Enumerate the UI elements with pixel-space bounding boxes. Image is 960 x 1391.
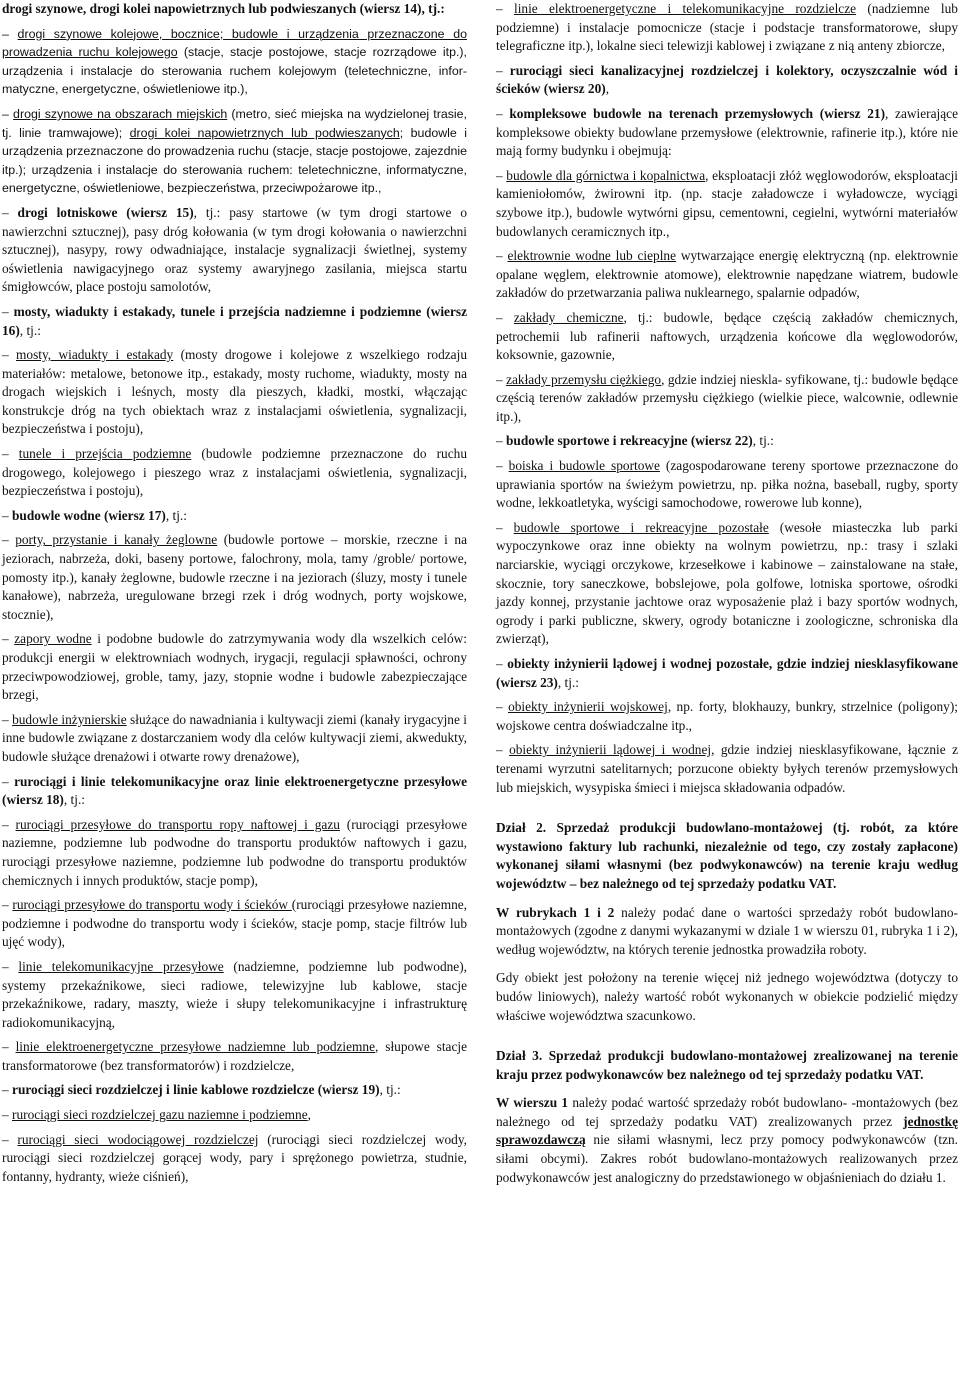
right-paragraph-r6 <box>496 309 958 365</box>
right-paragraph-r7 <box>496 371 958 427</box>
text-run: , gdzie indziej nieskla- syfikowane, tj.: budowle będące częścią terenów zakładów przemysłu ciężkiego (wielkie piece, walcownie, odlewnie itp.), <box>496 371 958 424</box>
text-run: i podobne budowle do zatrzymywania wody dla wszelkich celów: produkcji energii w elektrowniach wodnych, irygacji, regulacji spławności, ochrony przeciwpowodziowej, groble, tamy, jazy, stopnie wodne i budowle zabezpieczające brzegi, <box>2 631 467 703</box>
text-run: obiekty inżynierii wojskowej <box>508 699 668 715</box>
left-paragraph-l15 <box>2 958 467 1032</box>
left-paragraph-l7 <box>2 445 467 501</box>
text-run: (budowle portowe – morskie, rzeczne i na jeziorach, nabrzeża, doki, baseny portowe, falochrony, mola, tamy /groble/ portowe, pomosty itp.), kanały żeglowne, budowle rzeczne i na jeziorach (śluzy, mosty i tunele kanałowe), nabrzeża, uregulowane brzegi rzek i dróg wodnych, porty wojskowe, stocznie), <box>2 532 467 622</box>
text-run: rurociągi sieci wodociągowej rozdzielczej <box>17 1131 259 1147</box>
text-run: linie elektroenergetyczne przesyłowe nadziemne lub podziemne <box>15 1039 376 1055</box>
text-run: budowle inżynierskie <box>12 711 127 727</box>
text-run: , gdzie indziej niesklasyfikowane, łącznie z terenami wyrzutni satelitarnych; porzucone obiekty byłych terenów przemysłowych lub miejskich, wysypiska śmieci i miejsca składowania odpadów. <box>496 742 958 795</box>
text-run: – <box>2 816 16 832</box>
text-run: kompleksowe budowle na terenach przemysłowych (wiersz 21) <box>509 105 886 121</box>
text-run: (metro, sieć miejska na wydzielonej trasie, tj. linie tramwajowe); <box>2 106 467 140</box>
text-run: Gdy obiekt jest położony na terenie więcej niż jednego województwa (dotyczy to budów liniowych), należy wartość robót wykonanych w obiekcie podzielić między właściwe województwa szacunkowo. <box>496 970 958 1023</box>
text-run: Dział 3. Sprzedaż produkcji budowlano-montażowej zrealizowanej na terenie kraju przez podwykonawców bez należnego od tej sprzedaży podatku VAT. <box>496 1048 958 1082</box>
text-run: – <box>496 105 510 121</box>
right-paragraph-r8 <box>496 432 958 451</box>
text-run: – <box>496 62 510 78</box>
left-paragraph-l4 <box>2 204 467 297</box>
left-paragraph-l13 <box>2 816 467 890</box>
right-paragraph-r17 <box>496 1047 958 1084</box>
text-run: – <box>496 371 507 387</box>
text-run: boiska i budowle sportowe <box>508 458 660 474</box>
text-run: drogi szynowe, drogi kolei napowietrznych lub podwieszanych (wiersz 14), tj.: <box>2 1 445 16</box>
text-run: Dział 2. Sprzedaż produkcji budowlano-montażowej (tj. robót, za które wystawiono faktury lub rachunki, niezależnie od tego, czy zostały zapłacone) wykonanej siłami własnymi (bez podwykonawców) na terenie kraju według województw – bez należnego od tej sprzedaży podatku VAT. <box>496 820 958 891</box>
text-run: budowle sportowe i rekreacyjne pozostałe <box>513 519 769 535</box>
text-run: , <box>605 81 610 97</box>
text-run: – <box>2 958 19 974</box>
text-run: elektrownie wodne lub cieplne <box>507 248 677 264</box>
left-paragraph-l12 <box>2 773 467 810</box>
text-run: W wierszu 1 <box>496 1095 569 1111</box>
text-run: – <box>496 656 508 671</box>
left-paragraph-l17 <box>2 1081 467 1100</box>
text-run: drogi lotniskowe (wiersz 15) <box>17 204 194 220</box>
text-run: , tj.: budowle, będące częścią zakładów chemicznych, petrochemii lub rafinerii naftowych, urządzenia końcowe dla węglowodorów, koksownie, gazownie, <box>496 309 959 363</box>
text-run: porty, przystanie i kanały żeglowne <box>15 532 218 548</box>
right-paragraph-r11 <box>496 655 958 692</box>
text-run: – <box>2 1039 16 1055</box>
text-run: drogi kolei napowietrznych lub podwieszanych <box>129 125 400 140</box>
text-run: rurociągi przesyłowe do transportu ropy naftowej i gazu <box>15 816 340 832</box>
left-paragraph-l16 <box>2 1038 467 1075</box>
text-run: rurociągi i linie telekomunikacyjne oraz linie elektroenergetyczne przesyłowe (wiersz 18) <box>2 773 467 808</box>
right-paragraph-r10 <box>496 519 958 649</box>
text-run: nie siłami własnymi, lecz przy pomocy podwykonawców (tzn. siłami obcymi). Zakres robót budowlano-montażowych realizowanych przez podwykonawców jest analogiczny do przedstawionego w objaśnieniach do działu 1. <box>496 1132 958 1185</box>
text-run: , np. forty, blokhauzy, bunkry, strzelnice (poligony); wojskowe centra doświadczalne itp., <box>496 699 958 733</box>
text-run: , tj.: <box>379 1082 401 1098</box>
left-column <box>2 0 467 1186</box>
text-run: – <box>2 106 14 121</box>
text-run: linie telekomunikacyjne przesyłowe <box>18 958 224 974</box>
text-run: – <box>496 433 507 449</box>
text-run: obiekty inżynierii lądowej i wodnej pozostałe, gdzie indziej niesklasyfikowane (wiersz 23) <box>496 656 958 690</box>
text-run: wytwarzające energię elektryczną (np. elektrownie opalane węglem, elektrownie atomowe), elektrownie napędzane wiatrem, budowle zakładów do przetwarzania paliwa nuklearnego, spalarnie odpadów, <box>496 248 958 301</box>
text-run: , zawierające kompleksowe obiekty budowlane przemysłowe (elektrownie, rafinerie itp.), które nie mają formy budynku i obejmują: <box>496 105 958 159</box>
text-run: , słupowe stacje transformatorowe (bez transformatorów) i rozdzielcze, <box>2 1039 468 1073</box>
text-run: – <box>2 1107 13 1123</box>
text-run: – <box>2 631 15 647</box>
text-run: (stacje, stacje postojowe, stacje rozrządowe itp.), urządzenia i instalacje do sterowania ruchem kolejowym (teletechniczne, infor- matyczne, energetyczne, oświetleniowe itp.), <box>2 45 467 97</box>
text-run: należy podać wartość sprzedaży robót budowlano- -montażowych (bez należnego od tej sprzedaży podatku VAT) zrealizowanych przez <box>496 1095 958 1129</box>
text-run: należy podać dane o wartości sprzedaży robót budowlano-montażowych (zgodne z danymi wykazanymi w dziale 1 w wierszu 01, rubryka 1 i 2), według województw, na których terenie jednostka prowadziła roboty. <box>496 904 959 957</box>
text-run: (mosty drogowe i kolejowe z wszelkiego rodzaju materiałów: metalowe, betonowe itp., estakady, mosty ruchome, wiadukty, mosty na drogach wiejskich i leśnych, mosty dla pieszych, kładki, mostki, włączając konstrukcje dróg na tych obiektach wraz z instalacjami oświetlenia, sygnalizacji, bezpieczeństwa i postoju), <box>2 347 467 437</box>
text-run: , tj.: <box>165 507 187 523</box>
text-run: – <box>496 519 514 535</box>
left-paragraph-l1 <box>2 0 467 19</box>
text-run: obiekty inżynierii lądowej i wodnej <box>509 742 712 758</box>
right-paragraph-r9 <box>496 457 958 513</box>
text-run: – <box>496 309 514 325</box>
right-paragraph-r16 <box>496 969 958 1025</box>
text-run: – <box>2 303 14 319</box>
text-run: – <box>2 347 17 363</box>
text-run: (nadziemne lub podziemne) i instalacje pomocnicze (stacje i podstacje transformatorowe, słupy telegraficzne itp.), lokalne sieci telewizji kablowej i związane z nią anteny zbiorcze, <box>496 1 958 54</box>
text-run: – <box>2 1082 13 1098</box>
text-run: (nadziemne, podziemne lub podwodne), systemy przekaźnikowe, sieci radiowe, telewizyjne lub kablowe, stacje przekaźnikowe, radary, maszty, wieże i słupy telekomunikacyjne i infrastrukturę radiokomunikacyjną, <box>2 958 467 1030</box>
left-paragraph-l5 <box>2 303 467 340</box>
text-run: – <box>2 773 15 789</box>
text-run: – <box>2 446 19 462</box>
text-run: drogi szynowe na obszarach miejskich <box>13 106 228 121</box>
text-run: (budowle podziemne przeznaczone do ruchu drogowego, kolejowego i pieszego wraz z instalacjami oświetlenia, sygnalizacji, bezpieczeństwa i postoju), <box>2 446 467 499</box>
text-run: – <box>2 26 18 41</box>
right-paragraph-r5 <box>496 247 958 303</box>
text-run: W rubrykach 1 i 2 <box>496 904 615 920</box>
text-run: – <box>496 1 514 16</box>
text-run: budowle sportowe i rekreacyjne (wiersz 22) <box>506 433 753 449</box>
text-run: , eksploatacji złóż węglowodorów, eksploatacji kamieniołomów, żwirowni itp. (np. stacje załadowcze i wyładowcze, wyciągi szybowe itp.), budowle wytwórni gipsu, cementowni, cegielni, wytwórni materiałów budowlanych ceramicznych itp., <box>496 167 958 239</box>
text-run: – <box>2 1131 18 1147</box>
text-run: ; budowle i urządzenia przeznaczone do prowadzenia ruchu (stacje, stacje postojowe, zajezdnie itp.); urządzenia i instalacje do sterowania ruchem: teletechniczne, informatyczne, energetyczne, oświetleniowe, bezpieczeństwa, przeciwpożarowe itp., <box>2 125 467 196</box>
text-run: , tj.: <box>63 792 86 808</box>
text-run: – <box>2 532 16 548</box>
right-paragraph-r3 <box>496 105 958 161</box>
text-run: , <box>307 1107 311 1123</box>
text-run: mosty, wiadukty i estakady, tunele i przejścia nadziemne i podziemne (wiersz 16) <box>2 303 468 338</box>
left-paragraph-l19 <box>2 1131 467 1187</box>
left-paragraph-l2 <box>2 25 467 99</box>
text-run: (wesołe miasteczka lub parki wypoczynkowe oraz inne obiekty na wolnym powietrzu, np.: trasy i szlaki narciarskie, wyciągi orczykowe, krzesełkowe i kabinowe – zainstalowane na stałe, skocznie, tory saneczkowe, bobslejowe, pola golfowe, lotniska sportowe, ośrodki jazdy konnej, przystanie jachtowe oraz wyposażenie plaż i bazy sportów wodnych, ogrody i parki publiczne, skwery, ogrody botaniczne i zoologiczne, schroniska dla zwierząt), <box>496 519 958 647</box>
right-paragraph-r1 <box>496 0 958 56</box>
text-run: rurociągi sieci rozdzielczej i linie kablowe rozdzielcze (wiersz 19) <box>12 1082 380 1098</box>
text-run: , tj.: pasy startowe (w tym drogi startowe o nawierzchni sztucznej), pasy dróg kołowania (w tym drogi kołowania o nawierzchni sztucznej), nasypy, rowy odwadniające, instalacje sygnalizacji świetlnej, systemy oświetlenia nawigacyjnego oraz systemy awaryjnego zasilania, miejsca startu śmigłowców, place postoju samolotów, <box>2 204 467 295</box>
text-run: mosty, wiadukty i estakady <box>16 347 174 363</box>
text-run: (zagospodarowane tereny sportowe przeznaczone do uprawiania sportów na świeżym powietrzu, np. piłka nożna, baseball, rugby, sporty wodne, lekkoatletyka, wyścigi samochodowe, rowerowe lub konne), <box>496 458 958 511</box>
text-run: służące do nawadniania i kultywacji ziemi (kanały irygacyjne i inne budowle związane z dostarczaniem wody dla celów kultywacji ziemi, akwedukty, budowle służące drenażowi i otwarte rowy drenażowe), <box>2 711 467 764</box>
text-run: drogi szynowe kolejowe, bocznice; budowle i urządzenia przeznaczone do prowadzenia ruchu kolejowego <box>2 26 467 60</box>
left-paragraph-l9 <box>2 531 467 624</box>
text-run: – <box>496 248 508 264</box>
text-run: – <box>2 204 18 220</box>
text-run: , tj.: <box>19 322 41 338</box>
text-run: budowle dla górnictwa i kopalnictwa <box>506 167 706 183</box>
left-paragraph-l6 <box>2 346 467 439</box>
text-run: rurociągi sieci kanalizacyjnej rozdzielczej i kolektory, oczyszczalnie wód i ścieków (wiersz 20) <box>496 62 958 97</box>
text-run: jednostkę sprawozdawczą <box>496 1113 958 1148</box>
text-run: , tj.: <box>557 674 580 690</box>
text-run: zapory wodne <box>14 631 92 647</box>
left-paragraph-l18 <box>2 1106 467 1125</box>
text-run: zakłady przemysłu ciężkiego <box>506 371 662 387</box>
left-paragraph-l10 <box>2 630 467 704</box>
text-run: zakłady chemiczne <box>513 309 624 325</box>
text-run: – <box>2 897 13 913</box>
text-run: – <box>496 458 509 474</box>
text-run: (rurociągi przesyłowe naziemne, podziemne lub podwodne do transportu produktów naftowych i gazu, rurociągi przesyłowe naziemne, podziemne lub podwodne do transportu produktów chemicznych i innych produktów, stacje pomp), <box>2 816 467 888</box>
left-paragraph-l3 <box>2 105 467 198</box>
text-run: – <box>2 711 13 727</box>
right-paragraph-r14 <box>496 819 958 893</box>
text-run: linie elektroenergetyczne i telekomunikacyjne rozdzielcze <box>513 1 857 16</box>
right-paragraph-r2 <box>496 62 958 99</box>
text-run: (rurociągi przesyłowe naziemne, podziemne i podwodne do transportu wody i ścieków, stacje pomp, stacje filtrów lub ujęć wody), <box>2 897 467 950</box>
text-run: (rurociągi sieci rozdzielczej wody, rurociągi sieci rozdzielczej gorącej wody, pary i sprężonego powietrza, studnie, fontanny, hydranty, wieże ciśnień), <box>2 1131 467 1184</box>
text-run: rurociągi przesyłowe do transportu wody i ścieków <box>12 897 292 913</box>
right-paragraph-r15 <box>496 904 958 960</box>
text-run: , tj.: <box>752 433 774 449</box>
text-run: – <box>2 507 13 523</box>
text-run: – <box>496 699 509 715</box>
right-paragraph-r13 <box>496 741 958 797</box>
right-paragraph-r4 <box>496 167 958 241</box>
right-paragraph-r18 <box>496 1094 958 1187</box>
text-run: – <box>496 167 507 183</box>
left-paragraph-l8 <box>2 507 467 526</box>
text-run: – <box>496 742 510 758</box>
text-run: budowle wodne (wiersz 17) <box>12 507 166 523</box>
left-paragraph-l14 <box>2 896 467 952</box>
left-paragraph-l11 <box>2 711 467 767</box>
text-run: rurociągi sieci rozdzielczej gazu naziemne i podziemne <box>12 1107 308 1123</box>
text-run: tunele i przejścia podziemne <box>18 446 192 462</box>
right-paragraph-r12 <box>496 698 958 735</box>
right-column <box>496 0 958 1187</box>
